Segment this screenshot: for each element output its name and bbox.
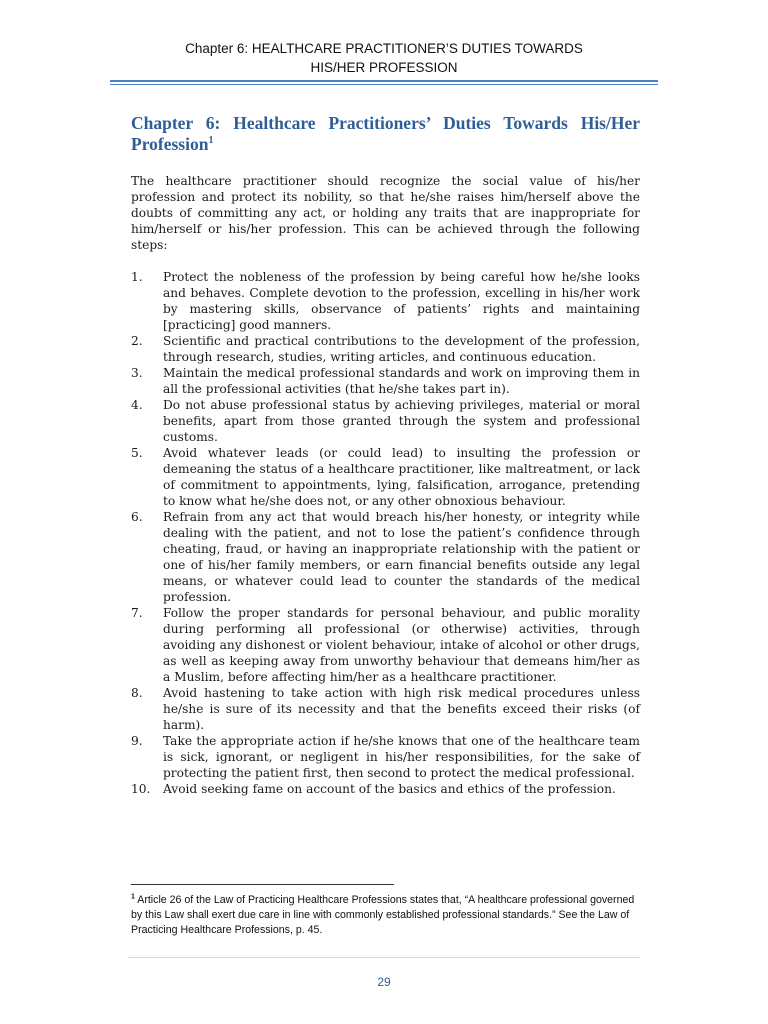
list-item-text: Protect the nobleness of the profession by being careful how he/she looks and behaves. Complete devotion to the profession, excelling in his/her work by mastering skills, observance of patients’ rights and maintaining [practicing] good manners.	[163, 270, 640, 332]
list-item	[131, 365, 640, 397]
list-item-number: 1.	[131, 270, 143, 284]
list-item-text: Refrain from any act that would breach his/her honesty, or integrity while dealing with the patient, and not to lose the patient’s confidence through cheating, fraud, or having an inappropriate relationship with the patient or one of his/her family members, or earn financial benefits outside any legal means, or whatever could lead to counter the standards of the medical profession.	[163, 510, 640, 604]
list-item-text: Avoid whatever leads (or could lead) to insulting the profession or demeaning the status of a healthcare practitioner, like maltreatment, or lack of commitment to appointments, lying, falsification, arrogance, pretending to know what he/she does not, or any other obnoxious behaviour.	[163, 446, 640, 508]
list-item-number: 4.	[131, 398, 143, 412]
steps-list	[131, 269, 640, 797]
list-item-text: Avoid hastening to take action with high risk medical procedures unless he/she is sure of its necessity and that the benefits exceed their risks (of harm).	[163, 686, 640, 732]
footer-rule	[128, 957, 640, 958]
list-item-number: 10.	[131, 782, 151, 796]
list-item	[131, 397, 640, 445]
running-header	[0, 39, 768, 77]
footnote	[131, 893, 640, 938]
footnote-text: Article 26 of the Law of Practicing Healthcare Professions states that, “A healthcare professional governed by this Law shall exert due care in line with commonly established professional standards.” See the Law of Practicing Healthcare Professions, p. 45.	[131, 894, 635, 936]
running-header-line1: Chapter 6: HEALTHCARE PRACTITIONER’S DUTIES TOWARDS	[185, 41, 583, 56]
list-item-number: 7.	[131, 606, 143, 620]
footnote-reference[interactable]: 1	[208, 135, 214, 147]
list-item	[131, 269, 640, 333]
list-item-text: Scientific and practical contributions to the development of the profession, through research, studies, writing articles, and continuous education.	[163, 334, 640, 364]
list-item	[131, 733, 640, 781]
list-item	[131, 685, 640, 733]
list-item-number: 6.	[131, 510, 143, 524]
list-item-number: 2.	[131, 334, 143, 348]
running-header-line2: HIS/HER PROFESSION	[310, 60, 458, 75]
list-item-text: Follow the proper standards for personal behaviour, and public morality during performing all professional (or otherwise) activities, through avoiding any dishonest or violent behaviour, intake of alcohol or other drugs, as well as keeping away from unworthy behaviour that demeans him/her as a Muslim, before affecting him/her as a healthcare practitioner.	[163, 606, 640, 684]
list-item-text: Take the appropriate action if he/she knows that one of the healthcare team is sick, ignorant, or negligent in his/her responsibilities, for the sake of protecting the patient first, then second to protect the medical professional.	[163, 734, 640, 780]
list-item-number: 8.	[131, 686, 143, 700]
list-item-text: Maintain the medical professional standards and work on improving them in all the professional activities (that he/she takes part in).	[163, 366, 640, 396]
list-item	[131, 333, 640, 365]
footnote-separator	[131, 884, 394, 885]
list-item-number: 9.	[131, 734, 143, 748]
list-item	[131, 445, 640, 509]
list-item	[131, 509, 640, 605]
list-item	[131, 605, 640, 685]
chapter-title-text: Chapter 6: Healthcare Practitioners’ Duties Towards His/Her Profession	[131, 113, 640, 154]
page-content	[131, 113, 640, 797]
list-item-number: 5.	[131, 446, 143, 460]
page-number: 29	[377, 975, 391, 989]
footnote-marker: 1	[131, 893, 135, 901]
list-item-number: 3.	[131, 366, 143, 380]
header-rule	[110, 80, 658, 85]
chapter-title	[131, 113, 640, 155]
intro-paragraph: The healthcare practitioner should recognize the social value of his/her profession and protect its nobility, so that he/she raises him/herself above the doubts of committing any act, or holding any traits that are inappropriate for him/herself or his/her profession. This can be achieved through the following steps:	[131, 174, 640, 252]
list-item-text: Do not abuse professional status by achieving privileges, material or moral benefits, apart from those granted through the system and professional customs.	[163, 398, 640, 444]
list-item	[131, 781, 640, 797]
list-item-text: Avoid seeking fame on account of the basics and ethics of the profession.	[163, 782, 616, 796]
